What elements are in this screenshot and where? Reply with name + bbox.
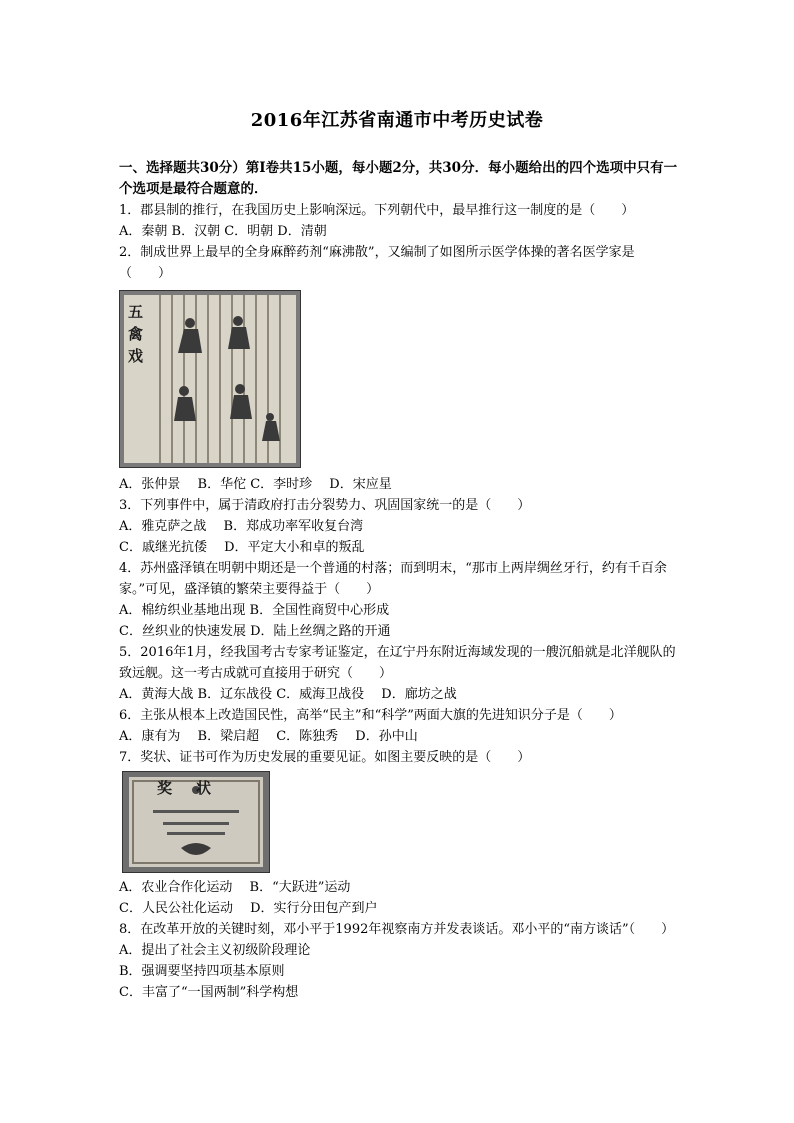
q6-options: A．康有为 B．梁启超 C．陈独秀 D．孙中山 — [119, 729, 418, 744]
q4-options-row1: A．棉纺织业基地出现 B．全国性商贸中心形成 — [119, 603, 390, 618]
q7-stem: 7．奖状、证书可作为历史发展的重要见证。如图主要反映的是（ ） — [119, 750, 531, 765]
q1-stem: 1．郡县制的推行，在我国历史上影响深远。下列朝代中，最早推行这一制度的是（ ） — [119, 203, 635, 218]
section-heading: 一、选择题共30分）第Ⅰ卷共15小题，每小题2分，共30分．每小题给出的四个选项中只有一个选项是最符合题意的． — [119, 160, 678, 197]
exam-title: 2016年江苏省南通市中考历史试卷 — [250, 110, 544, 131]
q8-option-a: A．提出了社会主义初级阶段理论 — [119, 943, 311, 958]
q7-options-row2: C．人民公社化运动 D．实行分田包产到户 — [119, 901, 378, 916]
wuqinxi-illustration — [120, 291, 300, 467]
q5-options: A．黄海大战 B．辽东战役 C．威海卫战役 D．廊坊之战 — [119, 687, 457, 702]
certificate-image — [122, 771, 270, 873]
wuqinxi-image — [119, 290, 301, 468]
q2-stem: 2．制成世界上最早的全身麻醉药剂“麻沸散”，又编制了如图所示医学体操的著名医学家是（ ） — [119, 245, 635, 281]
q5-stem: 5．2016年1月，经我国考古专家考证鉴定，在辽宁丹东附近海域发现的一艘沉船就是北洋舰队的致远舰。这一考古成就可直接用于研究（ ） — [119, 645, 676, 681]
exam-content — [119, 158, 679, 1003]
q7-options-row1: A．农业合作化运动 B．“大跃进”运动 — [119, 880, 351, 895]
q6-stem: 6．主张从根本上改造国民性，高举“民主”和“科学”两面大旗的先进知识分子是（ ） — [119, 708, 622, 723]
q4-options-row2: C．丝织业的快速发展 D．陆上丝绸之路的开通 — [119, 624, 391, 639]
q4-stem: 4．苏州盛泽镇在明朝中期还是一个普通的村落；而到明末，“那市上两岸绸丝牙行，约有千百余家。”可见，盛泽镇的繁荣主要得益于（ ） — [119, 561, 667, 597]
q3-options-row2: C．戚继光抗倭 D．平定大小和卓的叛乱 — [119, 540, 365, 555]
q8-option-b: B．强调要坚持四项基本原则 — [119, 964, 285, 979]
q8-option-c: C．丰富了“一国两制”科学构想 — [119, 985, 299, 1000]
q3-options-row1: A．雅克萨之战 B．郑成功率军收复台湾 — [119, 519, 364, 534]
certificate-caption: 奖状 — [156, 779, 235, 797]
q2-options: A．张仲景 B．华佗 C．李时珍 D．宋应星 — [119, 477, 392, 492]
q1-options: A．秦朝 B．汉朝 C．明朝 D．清朝 — [119, 224, 327, 239]
q8-stem: 8．在改革开放的关键时刻，邓小平于1992年视察南方并发表谈话。邓小平的“南方谈话”（ ） — [119, 922, 675, 937]
q3-stem: 3．下列事件中，属于清政府打击分裂势力、巩固国家统一的是（ ） — [119, 498, 531, 513]
wuqinxi-caption: 五禽戏 — [128, 303, 144, 365]
